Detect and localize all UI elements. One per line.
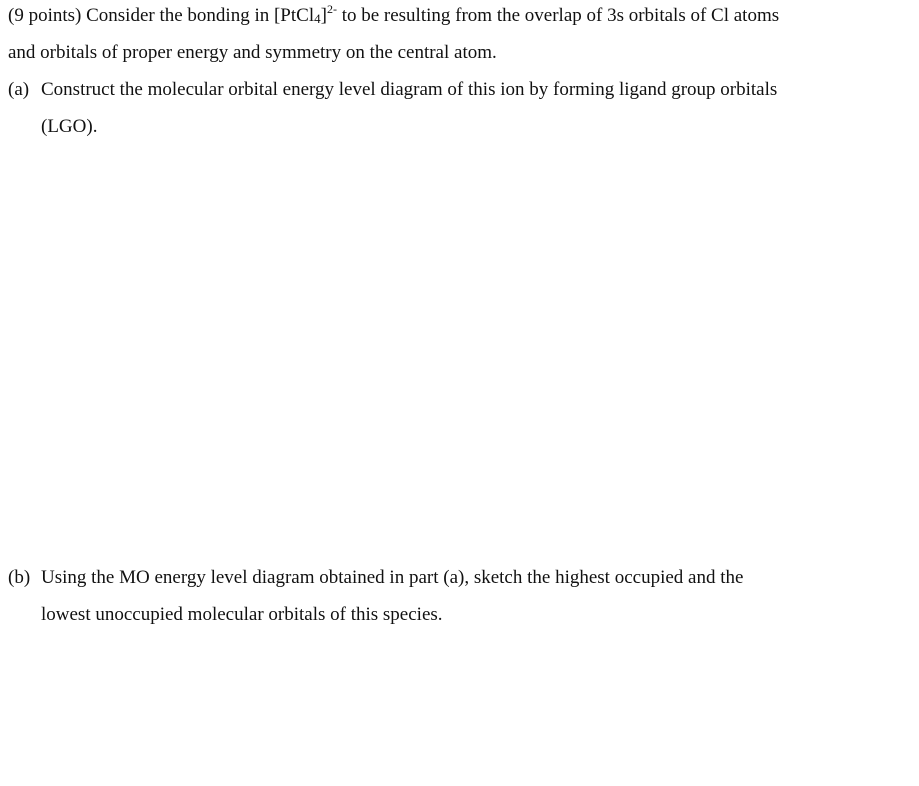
part-a-text: Construct the molecular orbital energy level diagram of this ion by forming ligand group orbitals	[41, 79, 778, 100]
question-intro-text-continued: to be resulting from the overlap of 3s orbitals of Cl atoms	[336, 5, 780, 26]
part-b-text: Using the MO energy level diagram obtained in part (a), sketch the highest occupied and the	[41, 567, 744, 588]
formula-charge: 2-	[326, 2, 337, 16]
part-b-line-2: lowest unoccupied molecular orbitals of this species.	[41, 604, 443, 625]
question-intro-line-1	[8, 2, 780, 27]
part-a-label: (a)	[8, 79, 30, 100]
question-points: (9 points)	[8, 5, 82, 26]
formula-subscript: 4	[314, 11, 321, 26]
part-a-line-2: (LGO).	[41, 116, 98, 137]
question-intro-line-2: and orbitals of proper energy and symmetry on the central atom.	[8, 42, 497, 63]
part-b-line-1	[8, 567, 743, 589]
part-b-label: (b)	[8, 567, 31, 588]
formula-close-bracket: ]	[320, 5, 327, 26]
question-intro-text: Consider the bonding in [PtCl	[86, 5, 315, 26]
part-a-line-1	[8, 79, 777, 101]
